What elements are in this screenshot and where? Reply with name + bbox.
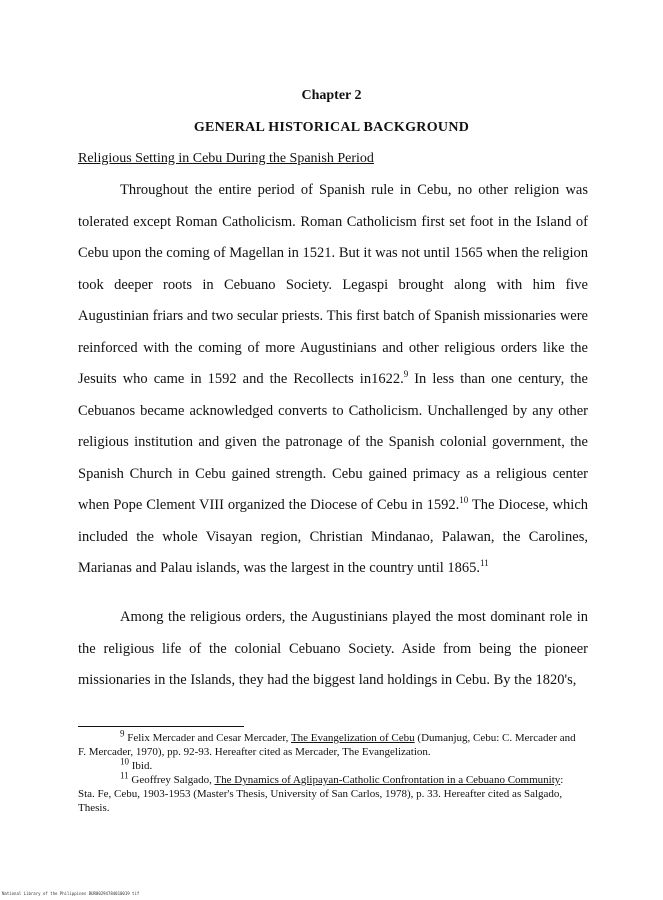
footnote-text: : Sta. Fe, Cebu, 1903-1953 (Master's Thesis, University of San Carlos, 1978), p. 33. Hereafter cited as Salgado, Thesis. — [78, 774, 564, 814]
footnote-ref-10: 10 — [459, 495, 469, 506]
footnote-title: The Dynamics of Aglipayan-Catholic Confrontation in a Cebuano Community — [214, 774, 561, 786]
footnote-ref-11: 11 — [480, 558, 489, 569]
footnote-text: Felix Mercader and Cesar Mercader, — [124, 732, 291, 744]
scan-footer: National Library of the Philippines BUR00294784010019 tif — [2, 891, 140, 896]
paragraph-text: In less than one century, the Cebuanos became acknowledged converts to Catholicism. Unchallenged by any other religious institution and given the patronage of the Spanish colonial government, the Spanish Church in Cebu gained strength. Cebu gained primacy as a religious center when Pope Clement VIII organized the Diocese of Cebu in 1592. — [78, 371, 588, 513]
footnote-text: (Dumanjug, Cebu: C. Mercader and F. Mercader, 1970), pp. 92-93. Hereafter cited as Mercader, The Evangelization. — [78, 732, 576, 758]
footnote-number: 11 — [120, 770, 129, 781]
paragraph-text: Throughout the entire period of Spanish rule in Cebu, no other religion was tolerated except Roman Catholicism. Roman Catholicism first set foot in the Island of Cebu upon the coming of Magellan in 1521. But it was not until 1565 when the religion took deeper roots in Cebuano Society. Legaspi brought along with him five Augustinian friars and two secular priests. This first batch of Spanish missionaries were reinforced with the coming of more Augustinians and other religious orders like the Jesuits who came in 1592 and the Recollects in1622. — [78, 182, 588, 387]
body-paragraph-1 — [78, 175, 588, 585]
footnote-9 — [78, 728, 578, 759]
footnote-text: Geoffrey Salgado, — [128, 774, 215, 786]
footnote-10 — [78, 756, 578, 773]
footnote-11 — [78, 770, 578, 815]
footnote-number: 10 — [120, 756, 129, 767]
footnote-number: 9 — [120, 728, 125, 739]
footnote-title: The Evangelization of Cebu — [290, 732, 415, 744]
footnote-text: Ibid. — [129, 760, 153, 772]
paragraph-text: The Diocese, which included the whole Visayan region, Christian Mindanao, Palawan, the Carolines, Marianas and Palau islands, was the largest in the country until 1865. — [78, 497, 589, 576]
chapter-label: Chapter 2 — [301, 88, 362, 103]
footnote-divider — [78, 726, 244, 727]
chapter-title: GENERAL HISTORICAL BACKGROUND — [193, 120, 470, 135]
footnote-ref-9: 9 — [403, 369, 409, 380]
footnotes — [78, 728, 578, 815]
body-paragraph-2: Among the religious orders, the Augustinians played the most dominant role in the religious life of the colonial Cebuano Society. Aside from being the pioneer missionaries in the Islands, they had the biggest land holdings in Cebu. By the 1820's, — [78, 609, 588, 688]
section-heading: Religious Setting in Cebu During the Spanish Period — [78, 151, 374, 166]
